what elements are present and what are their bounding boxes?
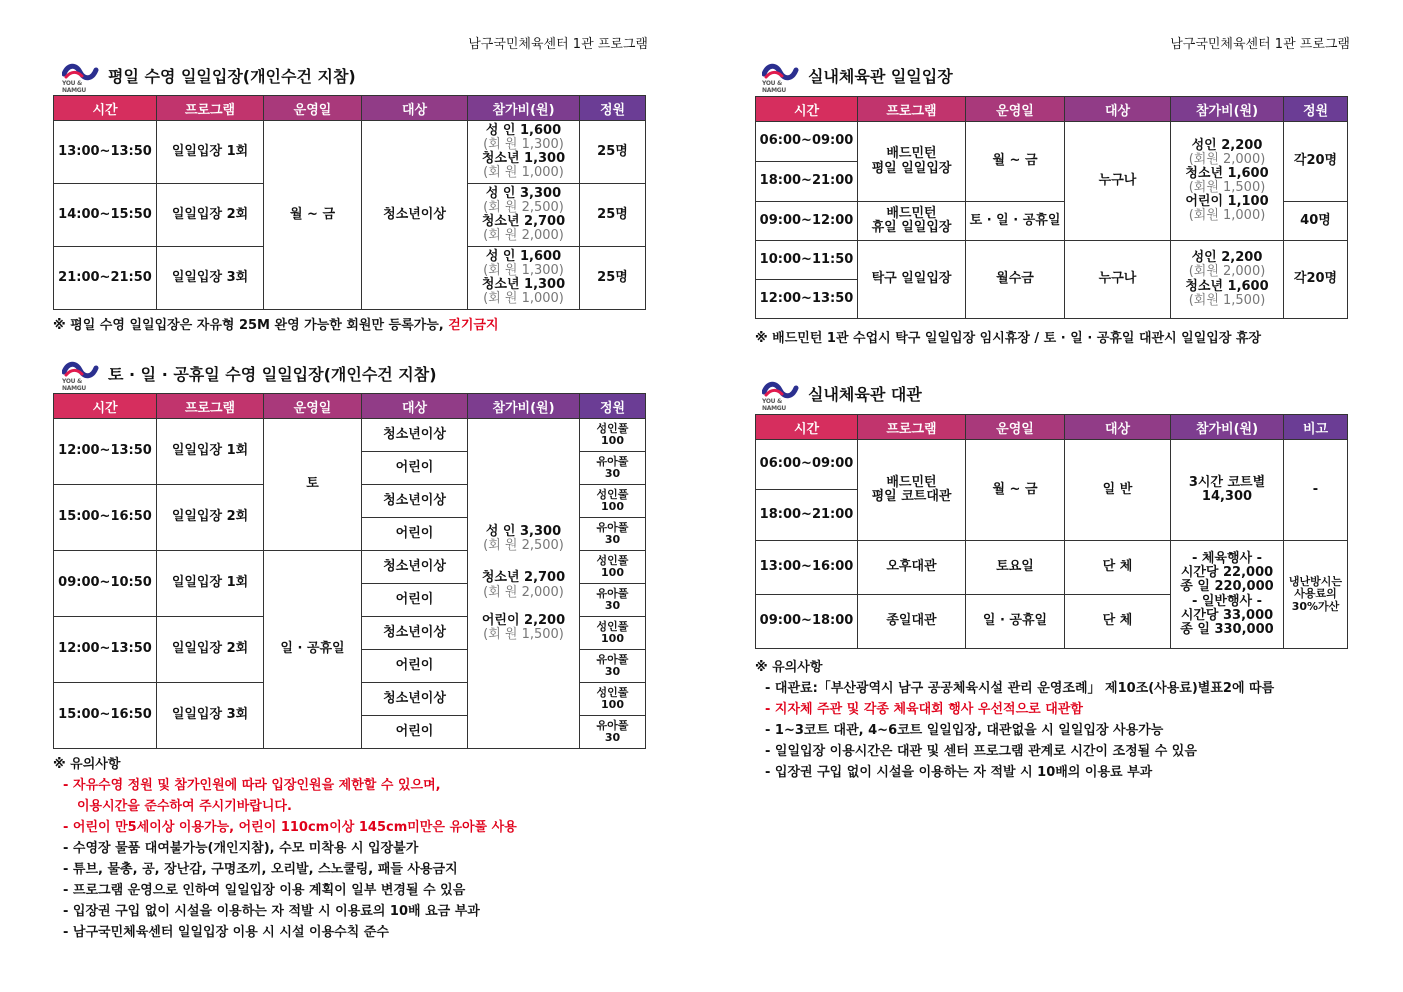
target-cell: 청소년이상 bbox=[362, 121, 468, 310]
col-header-fee: 참가비(원) bbox=[1171, 97, 1284, 122]
program-cell: 배드민턴 평일 코트대관 bbox=[858, 440, 966, 541]
fee-cell: - 체육행사 - 시간당 22,000 종 일 220,000 - 일반행사 - 시간당 33,000 종 일 330,000 bbox=[1171, 541, 1284, 649]
program-cell: 일일입장 1회 bbox=[157, 121, 264, 184]
col-header-target: 대상 bbox=[1065, 415, 1171, 440]
col-header-time: 시간 bbox=[54, 96, 157, 121]
day-cell: 토요일 bbox=[966, 541, 1065, 595]
col-header-day: 운영일 bbox=[966, 415, 1065, 440]
program-cell: 일일입장 1회 bbox=[157, 551, 264, 617]
program-cell: 일일입장 2회 bbox=[157, 184, 264, 247]
col-header-program: 프로그램 bbox=[157, 394, 264, 419]
capacity-cell: 각20명 bbox=[1284, 122, 1348, 202]
namgu-logo-icon: YOU & NAMGU bbox=[762, 62, 800, 88]
capacity-cell: 40명 bbox=[1284, 202, 1348, 241]
time-cell: 21:00~21:50 bbox=[54, 247, 157, 310]
section-title-weekday-swim bbox=[62, 62, 356, 94]
program-cell: 일일입장 2회 bbox=[157, 617, 264, 683]
target-cell: 어린이 bbox=[362, 452, 468, 485]
weekend-swim-notes: ※ 유의사항 - 자유수영 정원 및 참가인원에 따라 입장인원을 제한할 수 있으며, 이용시간을 준수하여 주시기바랍니다. - 어린이 만5세이상 이용가능, 어린이 110cm이상 145cm미만은 유아풀 사용 - 수영장 물품 대여불가능(개인지참), 수모 미착용 시 입장불가 - 튜브, 물총, 공, 장난감, 구명조끼, 오리발, 스노쿨링, 패들 사용금지 - 프로그램 운영으로 인하여 일일입장 이용 계획이 일부 변경될 수 있음 - 입장권 구입 없이 시설을 이용하는 자 적발 시 이용료의 10배 요금 부과 - 남구국민체육센터 일일입장 이용 시 시설 이용수칙 준수 bbox=[53, 757, 517, 940]
section-title-text: 토 · 일 · 공휴일 수영 일일입장(개인수건 지참) bbox=[108, 364, 437, 384]
fee-cell: 성 인 1,600 (회 원 1,300) 청소년 1,300 (회 원 1,000) bbox=[468, 247, 580, 310]
capacity-cell: 유아풀 30 bbox=[580, 584, 646, 617]
capacity-cell: 성인풀 100 bbox=[580, 683, 646, 716]
capacity-cell: 성인풀 100 bbox=[580, 485, 646, 518]
col-header-target: 대상 bbox=[1065, 97, 1171, 122]
capacity-cell: 성인풀 100 bbox=[580, 551, 646, 584]
day-cell: 월 ~ 금 bbox=[966, 440, 1065, 541]
page-header-right: 남구국민체육센터 1관 프로그램 bbox=[1170, 37, 1350, 52]
col-header-day: 운영일 bbox=[264, 96, 362, 121]
col-header-fee: 참가비(원) bbox=[1171, 415, 1284, 440]
time-cell: 14:00~15:50 bbox=[54, 184, 157, 247]
weekend-swim-table bbox=[53, 393, 646, 749]
time-cell: 12:00~13:50 bbox=[54, 419, 157, 485]
section-title-text: 실내체육관 대관 bbox=[808, 384, 922, 404]
capacity-cell: 유아풀 30 bbox=[580, 716, 646, 749]
time-cell: 09:00~10:50 bbox=[54, 551, 157, 617]
capacity-cell: 유아풀 30 bbox=[580, 650, 646, 683]
col-header-time: 시간 bbox=[54, 394, 157, 419]
col-header-capacity: 정원 bbox=[1284, 97, 1348, 122]
col-header-program: 프로그램 bbox=[858, 415, 966, 440]
capacity-cell: 각20명 bbox=[1284, 241, 1348, 319]
remark-cell: - bbox=[1284, 440, 1348, 541]
section-title-text: 실내체육관 일일입장 bbox=[808, 66, 953, 86]
time-cell: 15:00~16:50 bbox=[54, 485, 157, 551]
time-cell: 06:00~09:00 bbox=[756, 440, 858, 490]
program-cell: 종일대관 bbox=[858, 595, 966, 649]
col-header-day: 운영일 bbox=[966, 97, 1065, 122]
col-header-program: 프로그램 bbox=[858, 97, 966, 122]
time-cell: 13:00~16:00 bbox=[756, 541, 858, 595]
namgu-logo-icon: YOU & NAMGU bbox=[62, 62, 100, 88]
program-cell: 일일입장 3회 bbox=[157, 247, 264, 310]
day-cell: 월 ~ 금 bbox=[966, 122, 1065, 202]
col-header-target: 대상 bbox=[362, 96, 468, 121]
table-row bbox=[54, 419, 646, 452]
target-cell: 단 체 bbox=[1065, 541, 1171, 595]
program-cell: 일일입장 3회 bbox=[157, 683, 264, 749]
day-cell: 일 · 공휴일 bbox=[264, 551, 362, 749]
program-cell: 일일입장 1회 bbox=[157, 419, 264, 485]
target-cell: 어린이 bbox=[362, 716, 468, 749]
target-cell: 청소년이상 bbox=[362, 419, 468, 452]
target-cell: 누구나 bbox=[1065, 122, 1171, 241]
time-cell: 09:00~12:00 bbox=[756, 202, 858, 241]
section-title-weekend-swim bbox=[62, 360, 437, 392]
time-cell: 10:00~11:50 bbox=[756, 241, 858, 280]
section-title-gym-rental bbox=[762, 380, 922, 412]
time-cell: 12:00~13:50 bbox=[54, 617, 157, 683]
fee-cell: 성인 2,200 (회원 2,000) 청소년 1,600 (회원 1,500) bbox=[1171, 241, 1284, 319]
col-header-time: 시간 bbox=[756, 97, 858, 122]
col-header-capacity: 정원 bbox=[580, 96, 646, 121]
target-cell: 어린이 bbox=[362, 650, 468, 683]
gym-rental-table bbox=[755, 414, 1348, 649]
program-cell: 오후대관 bbox=[858, 541, 966, 595]
table-row bbox=[756, 241, 1348, 280]
target-cell: 청소년이상 bbox=[362, 617, 468, 650]
time-cell: 18:00~21:00 bbox=[756, 162, 858, 202]
day-cell: 월 ~ 금 bbox=[264, 121, 362, 310]
time-cell: 06:00~09:00 bbox=[756, 122, 858, 162]
program-cell: 배드민턴 휴일 일일입장 bbox=[858, 202, 966, 241]
page-header-left: 남구국민체육센터 1관 프로그램 bbox=[468, 37, 648, 52]
program-cell: 배드민턴 평일 일일입장 bbox=[858, 122, 966, 202]
time-cell: 09:00~18:00 bbox=[756, 595, 858, 649]
program-cell: 일일입장 2회 bbox=[157, 485, 264, 551]
capacity-cell: 유아풀 30 bbox=[580, 452, 646, 485]
col-header-target: 대상 bbox=[362, 394, 468, 419]
col-header-fee: 참가비(원) bbox=[468, 394, 580, 419]
capacity-cell: 성인풀 100 bbox=[580, 617, 646, 650]
table-row bbox=[54, 121, 646, 184]
target-cell: 누구나 bbox=[1065, 241, 1171, 319]
capacity-cell: 25명 bbox=[580, 184, 646, 247]
table-row bbox=[756, 541, 1348, 595]
namgu-logo-icon: YOU & NAMGU bbox=[762, 380, 800, 406]
time-cell: 13:00~13:50 bbox=[54, 121, 157, 184]
col-header-fee: 참가비(원) bbox=[468, 96, 580, 121]
target-cell: 단 체 bbox=[1065, 595, 1171, 649]
fee-cell: 성 인 3,300 (회 원 2,500) 청소년 2,700 (회 원 2,000) 어린이 2,200 (회 원 1,500) bbox=[468, 419, 580, 749]
target-cell: 어린이 bbox=[362, 584, 468, 617]
col-header-remark: 비고 bbox=[1284, 415, 1348, 440]
target-cell: 어린이 bbox=[362, 518, 468, 551]
weekday-swim-note: ※ 평일 수영 일일입장은 자유형 25M 완영 가능한 회원만 등록가능, 걷기금지 bbox=[53, 318, 499, 333]
col-header-time: 시간 bbox=[756, 415, 858, 440]
day-cell: 일 · 공휴일 bbox=[966, 595, 1065, 649]
capacity-cell: 25명 bbox=[580, 247, 646, 310]
gym-daily-table bbox=[755, 96, 1348, 319]
fee-cell: 성인 2,200 (회원 2,000) 청소년 1,600 (회원 1,500) 어린이 1,100 (회원 1,000) bbox=[1171, 122, 1284, 241]
day-cell: 월수금 bbox=[966, 241, 1065, 319]
capacity-cell: 25명 bbox=[580, 121, 646, 184]
fee-cell: 3시간 코트별 14,300 bbox=[1171, 440, 1284, 541]
table-row bbox=[756, 440, 1348, 490]
time-cell: 12:00~13:50 bbox=[756, 280, 858, 319]
capacity-cell: 성인풀 100 bbox=[580, 419, 646, 452]
target-cell: 청소년이상 bbox=[362, 683, 468, 716]
capacity-cell: 유아풀 30 bbox=[580, 518, 646, 551]
section-title-gym-daily bbox=[762, 62, 953, 94]
time-cell: 15:00~16:50 bbox=[54, 683, 157, 749]
time-cell: 18:00~21:00 bbox=[756, 490, 858, 541]
program-cell: 탁구 일일입장 bbox=[858, 241, 966, 319]
target-cell: 청소년이상 bbox=[362, 485, 468, 518]
day-cell: 토 · 일 · 공휴일 bbox=[966, 202, 1065, 241]
target-cell: 일 반 bbox=[1065, 440, 1171, 541]
col-header-capacity: 정원 bbox=[580, 394, 646, 419]
col-header-program: 프로그램 bbox=[157, 96, 264, 121]
namgu-logo-icon: YOU & NAMGU bbox=[62, 360, 100, 386]
fee-cell: 성 인 3,300 (회 원 2,500) 청소년 2,700 (회 원 2,000) bbox=[468, 184, 580, 247]
table-row bbox=[756, 122, 1348, 162]
fee-cell: 성 인 1,600 (회 원 1,300) 청소년 1,300 (회 원 1,000) bbox=[468, 121, 580, 184]
gym-rental-notes: ※ 유의사항 - 대관료:「부산광역시 남구 공공체육시설 관리 운영조례」 제10조(사용료)별표2에 따름 - 지자체 주관 및 각종 체육대회 행사 우선적으로 대관함 - 1~3코트 대관, 4~6코트 일일입장, 대관없을 시 일일입장 사용가능 - 일일입장 이용시간은 대관 및 센터 프로그램 관계로 시간이 조정될 수 있음 - 입장권 구입 없이 시설을 이용하는 자 적발 시 10배의 이용료 부과 bbox=[755, 660, 1275, 780]
section-title-text: 평일 수영 일일입장(개인수건 지참) bbox=[108, 66, 356, 86]
remark-cell: 냉난방시는 사용료의 30%가산 bbox=[1284, 541, 1348, 649]
day-cell: 토 bbox=[264, 419, 362, 551]
target-cell: 청소년이상 bbox=[362, 551, 468, 584]
col-header-day: 운영일 bbox=[264, 394, 362, 419]
weekday-swim-table bbox=[53, 95, 646, 310]
gym-daily-note: ※ 배드민턴 1관 수업시 탁구 일일입장 임시휴장 / 토 · 일 · 공휴일 대관시 일일입장 휴장 bbox=[755, 331, 1262, 346]
